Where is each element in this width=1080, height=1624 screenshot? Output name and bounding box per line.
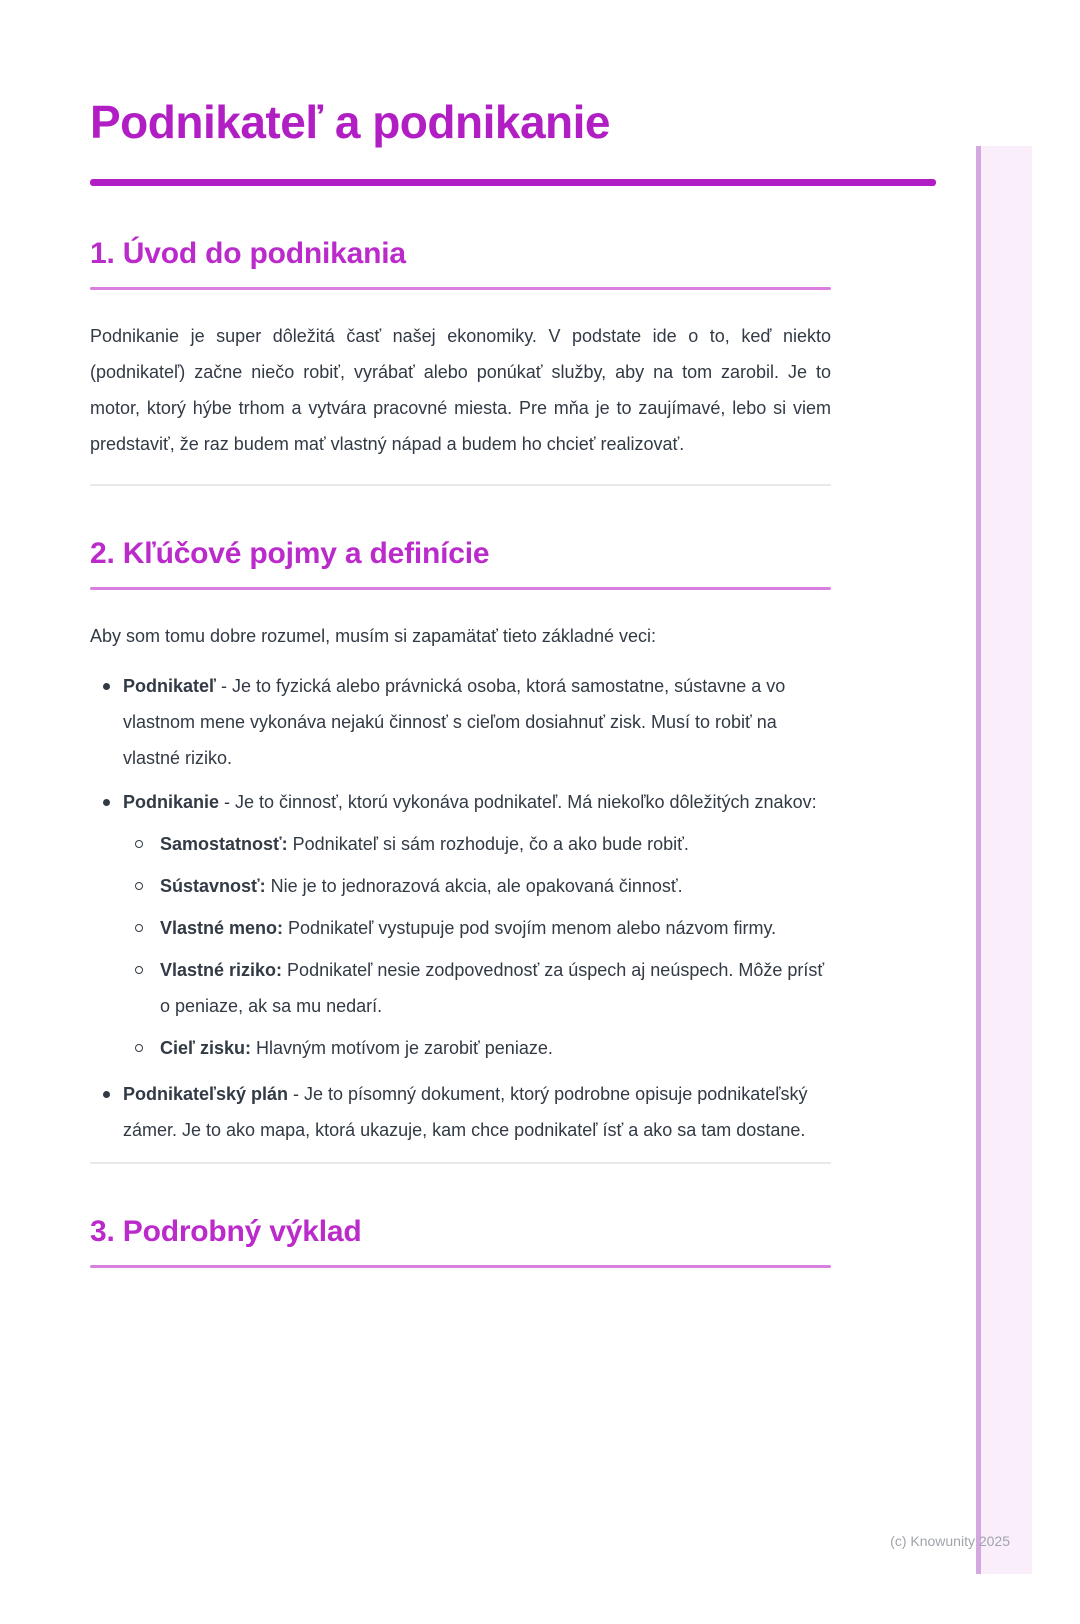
- term-definition: - Je to písomný dokument, ktorý podrobne opisuje podnikateľský zámer. Je to ako mapa, ktorá ukazuje, kam chce podnikateľ ísť a ako sa tam dostane.: [123, 1083, 808, 1140]
- section-1-heading: 1. Úvod do podnikania: [90, 236, 406, 270]
- subterm-definition: Podnikateľ vystupuje pod svojím menom alebo názvom firmy.: [283, 917, 777, 938]
- key-terms-list: [90, 668, 831, 1148]
- page-accent-bar: [976, 146, 1032, 1574]
- subterm-definition: Nie je to jednorazová akcia, ale opakovaná činnosť.: [265, 875, 683, 896]
- section-2-heading: 2. Kľúčové pojmy a definície: [90, 536, 490, 570]
- term-label: Podnikateľský plán: [123, 1083, 288, 1104]
- subterm-label: Samostatnosť:: [160, 833, 288, 854]
- list-item-podnikatelsky-plan: [90, 1076, 831, 1148]
- subterm-definition: Hlavným motívom je zarobiť peniaze.: [250, 1037, 553, 1058]
- page-title: Podnikateľ a podnikanie: [90, 96, 610, 148]
- subterm-label: Vlastné meno:: [160, 917, 284, 938]
- list-item-podnikanie: [90, 784, 831, 1066]
- section-1-paragraph: Podnikanie je super dôležitá časť našej ekonomiky. V podstate ide o to, keď niekto (podnikateľ) začne niečo robiť, vyrábať alebo ponúkať služby, aby na tom zarobil. Je to motor, ktorý hýbe trhom a vytvára pracovné miesta. Pre mňa je to zaujímavé, lebo si viem predstaviť, že raz budem mať vlastný nápad a budem ho chcieť realizovať.: [90, 325, 831, 454]
- subterm-definition: Podnikateľ nesie zodpovednosť za úspech aj neúspech. Môže prísť o peniaze, ak sa mu nedarí.: [160, 959, 825, 1016]
- section-3-underline: [90, 1265, 831, 1268]
- section-1-underline: [90, 287, 831, 290]
- copyright-text: (c) Knowunity 2025: [890, 1533, 1010, 1549]
- term-definition: - Je to fyzická alebo právnická osoba, ktorá samostatne, sústavne a vo vlastnom mene vykonáva nejakú činnosť s cieľom dosiahnuť zisk. Musí to robiť na vlastné riziko.: [123, 675, 786, 768]
- section-2-intro: Aby som tomu dobre rozumel, musím si zapamätať tieto základné veci:: [90, 625, 656, 646]
- section-divider: [90, 1162, 831, 1164]
- sublist-item-samostatnost: [123, 826, 831, 862]
- subterm-label: Vlastné riziko:: [160, 959, 283, 980]
- sublist-item-sustavnost: [123, 868, 831, 904]
- term-definition: - Je to činnosť, ktorú vykonáva podnikateľ. Má niekoľko dôležitých znakov:: [219, 791, 817, 812]
- sublist-item-vlastne-riziko: [123, 952, 831, 1024]
- section-2-underline: [90, 587, 831, 590]
- podnikanie-traits-list: [123, 826, 831, 1066]
- title-underline: [90, 179, 936, 186]
- document-content: [90, 96, 831, 1268]
- term-label: Podnikanie: [123, 791, 220, 812]
- sublist-item-ciel-zisku: [123, 1030, 831, 1066]
- subterm-label: Sústavnosť:: [160, 875, 266, 896]
- term-label: Podnikateľ: [123, 675, 216, 696]
- subterm-definition: Podnikateľ si sám rozhoduje, čo a ako bude robiť.: [287, 833, 689, 854]
- section-3-heading: 3. Podrobný výklad: [90, 1214, 362, 1248]
- sublist-item-vlastne-meno: [123, 910, 831, 946]
- section-divider: [90, 484, 831, 486]
- document-page: [0, 96, 1080, 1624]
- subterm-label: Cieľ zisku:: [160, 1037, 251, 1058]
- list-item-podnikatel: [90, 668, 831, 776]
